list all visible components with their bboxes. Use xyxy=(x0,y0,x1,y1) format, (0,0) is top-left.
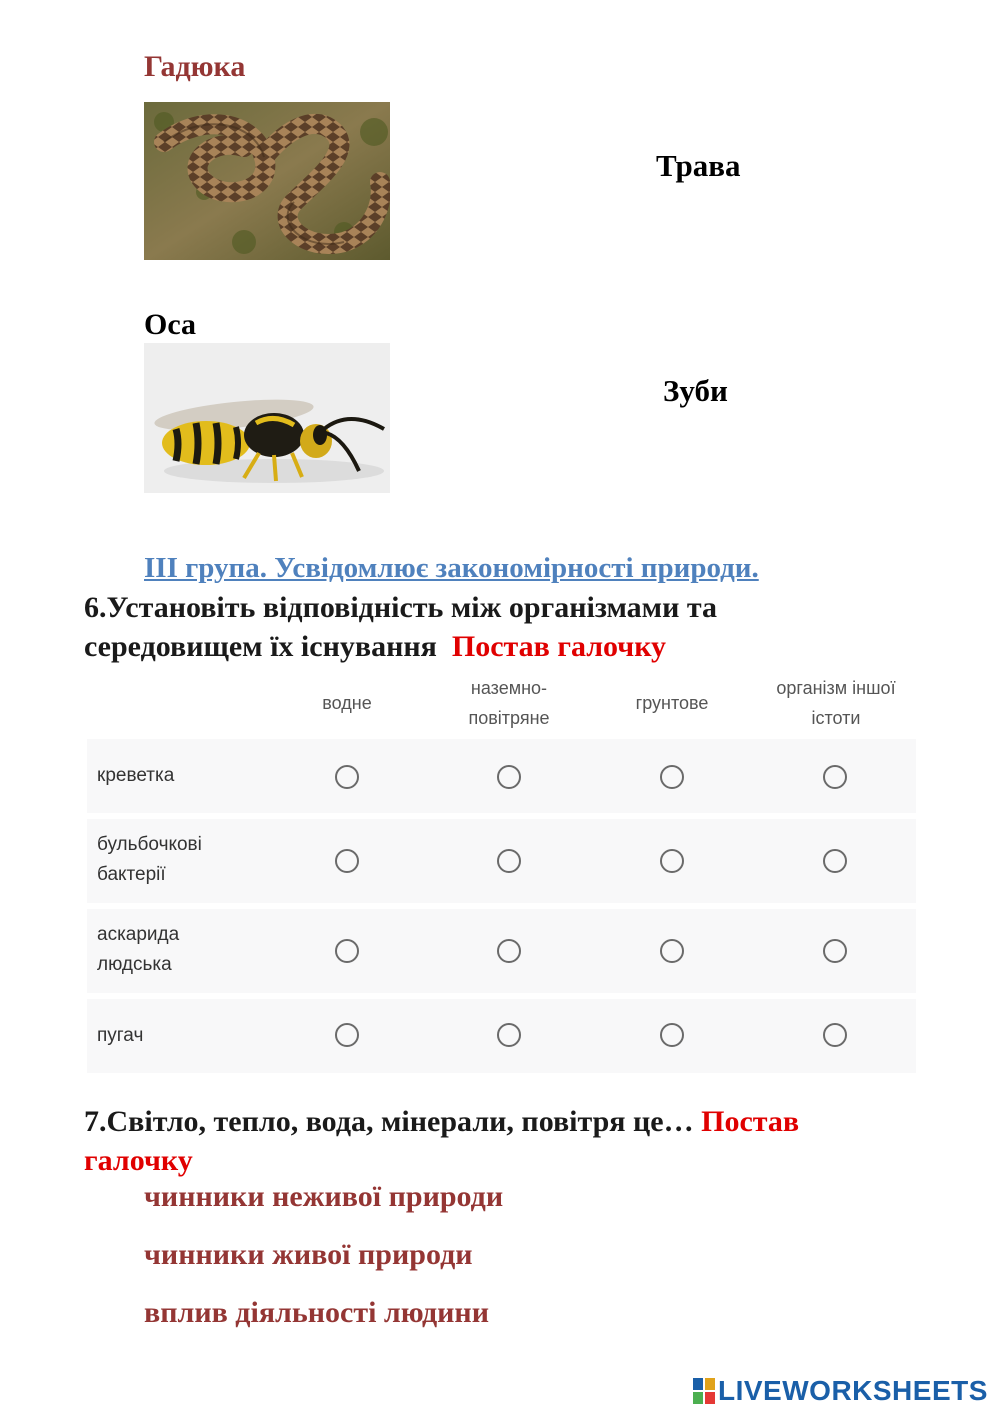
match-word-teeth: Зуби xyxy=(663,373,728,408)
radio-roundworm-ground-air[interactable] xyxy=(497,939,521,963)
question-7-line-1 xyxy=(84,1102,799,1142)
question-6-instruction: Постав галочку xyxy=(451,630,667,663)
liveworksheets-logo-icon xyxy=(693,1378,715,1404)
match-word-grass: Трава xyxy=(656,148,741,183)
grid-row-roundworm xyxy=(87,909,916,993)
question-6-line-1: 6.Установіть відповідність між організмами та xyxy=(84,591,718,624)
grid-row-shrimp xyxy=(87,739,916,813)
wasp-label: Оса xyxy=(144,308,197,341)
grid-column-header: наземно- повітряне xyxy=(468,678,550,728)
radio-shrimp-ground-air[interactable] xyxy=(497,765,521,789)
grid-row-label: бульбочкові бактерії xyxy=(97,834,202,885)
grid-row-label: креветка xyxy=(97,765,175,786)
grid-row-owl xyxy=(87,999,916,1073)
grid-column-header: водне xyxy=(322,693,372,713)
radio-bacteria-ground-air[interactable] xyxy=(497,849,521,873)
radio-roundworm-water[interactable] xyxy=(335,939,359,963)
radio-owl-organism[interactable] xyxy=(823,1023,847,1047)
liveworksheets-brand xyxy=(693,1374,993,1408)
radio-bacteria-organism[interactable] xyxy=(823,849,847,873)
radio-owl-soil[interactable] xyxy=(660,1023,684,1047)
grid-column-header: грунтове xyxy=(635,693,709,713)
radio-roundworm-organism[interactable] xyxy=(823,939,847,963)
answer-option-human-activity[interactable]: вплив діяльності людини xyxy=(144,1296,489,1329)
radio-shrimp-water[interactable] xyxy=(335,765,359,789)
section-heading: ІІІ група. Усвідомлює закономірності природи. xyxy=(144,552,759,584)
grid-row-label: аскарида людська xyxy=(97,924,180,975)
grid-row-nodule-bacteria xyxy=(87,819,916,903)
radio-bacteria-soil[interactable] xyxy=(660,849,684,873)
radio-owl-water[interactable] xyxy=(335,1023,359,1047)
viper-photo-icon xyxy=(144,102,390,260)
question-7-instruction-part-1: Постав xyxy=(701,1105,800,1138)
answer-option-living-factors[interactable]: чинники живої природи xyxy=(144,1238,473,1271)
grid-column-header: організм іншої істоти xyxy=(776,678,896,728)
radio-owl-ground-air[interactable] xyxy=(497,1023,521,1047)
answer-option-nonliving-factors[interactable]: чинники неживої природи xyxy=(144,1180,504,1213)
liveworksheets-wordmark: LIVEWORKSHEETS xyxy=(718,1375,988,1406)
wasp-photo xyxy=(144,343,390,493)
radio-shrimp-organism[interactable] xyxy=(823,765,847,789)
question-7-text: 7.Світло, тепло, вода, мінерали, повітря це… xyxy=(84,1105,694,1138)
question-6-line-2 xyxy=(84,627,666,667)
question-7-instruction-part-2: галочку xyxy=(84,1144,193,1177)
viper-photo xyxy=(144,102,390,260)
radio-bacteria-water[interactable] xyxy=(335,849,359,873)
wasp-photo-icon xyxy=(144,343,390,493)
grid-row-label: пугач xyxy=(97,1025,144,1046)
radio-shrimp-soil[interactable] xyxy=(660,765,684,789)
radio-roundworm-soil[interactable] xyxy=(660,939,684,963)
question-6-text: середовищем їх існування xyxy=(84,630,437,663)
viper-label: Гадюка xyxy=(144,50,246,83)
